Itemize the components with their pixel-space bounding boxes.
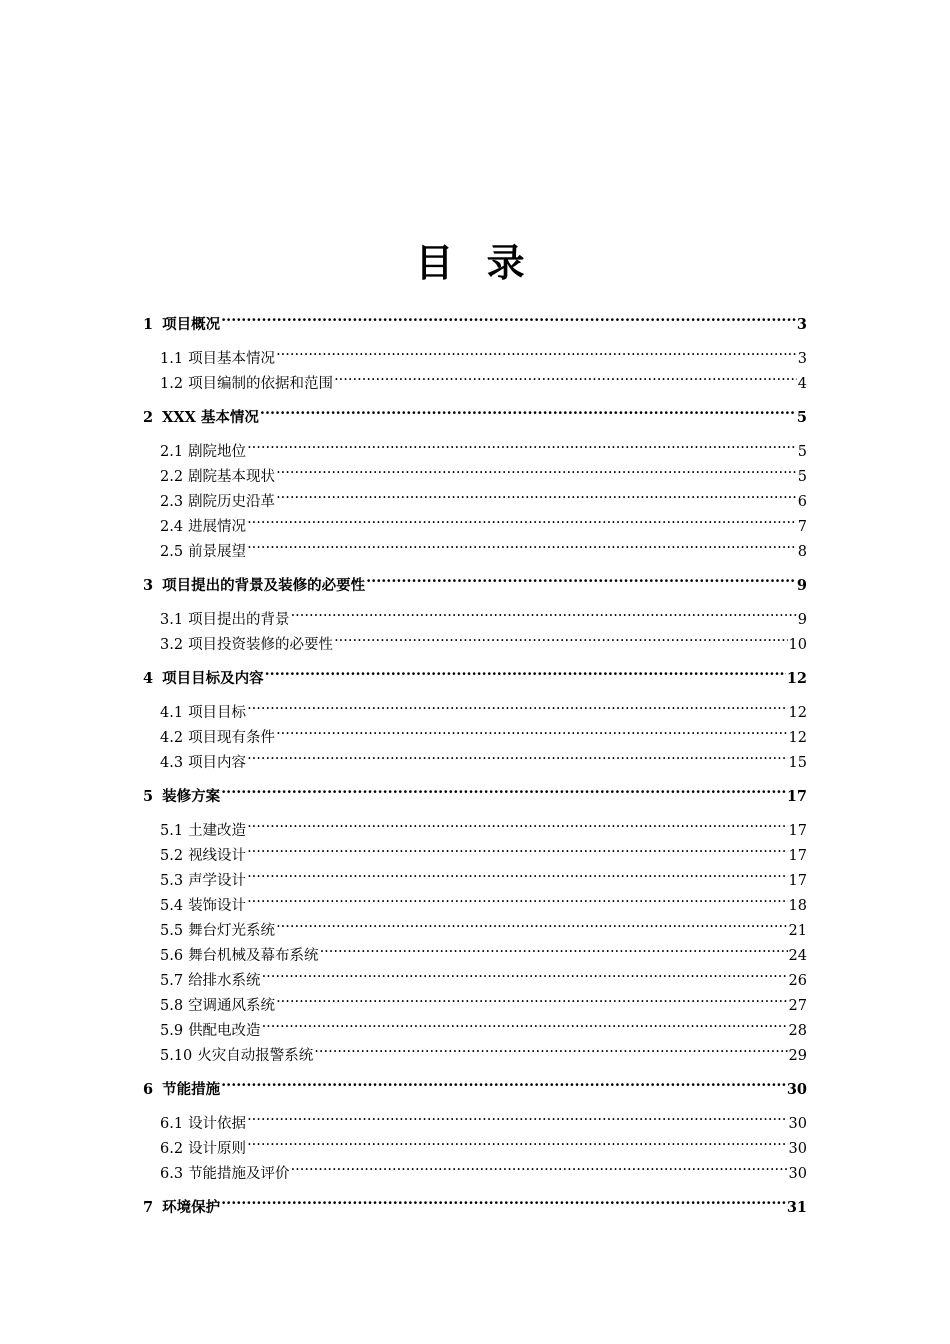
dot-leader [276, 717, 787, 742]
dot-leader [247, 1103, 787, 1128]
dot-leader [247, 531, 797, 556]
toc-entry-text: 舞台灯光系统 [188, 923, 276, 939]
toc-entry-number: 3.2 [160, 637, 184, 653]
toc-entry-text: 设计依据 [188, 1116, 247, 1132]
dot-leader [334, 624, 787, 649]
toc-entry-text: 项目编制的依据和范围 [188, 376, 334, 392]
toc-entry-label [160, 515, 246, 540]
toc-entry-number: 5.3 [160, 873, 184, 889]
toc-entry-label [143, 1195, 220, 1220]
toc-entry-number: 5 [143, 788, 154, 805]
toc-entry[interactable] [143, 565, 807, 594]
toc-entry-text: 舞台机械及幕布系统 [188, 948, 319, 964]
toc-page-number: 24 [788, 948, 807, 964]
toc-entry[interactable] [143, 1103, 807, 1132]
dot-leader [276, 985, 787, 1010]
toc-entry[interactable] [143, 776, 807, 805]
toc-entry-number: 4.1 [160, 705, 184, 721]
toc-entry-text: 前景展望 [188, 544, 247, 560]
toc-entry-text: 项目现有条件 [188, 730, 276, 746]
toc-page-number: 30 [788, 1141, 807, 1157]
toc-entry-number: 5.6 [160, 948, 184, 964]
toc-entry-text: 项目提出的背景及装修的必要性 [162, 577, 366, 594]
toc-entry-text: 剧院基本现状 [188, 469, 276, 485]
toc-entry[interactable] [143, 431, 807, 460]
dot-leader [247, 506, 797, 531]
toc-entry-label [143, 784, 220, 809]
dot-leader [262, 1010, 788, 1035]
toc-entry[interactable] [143, 810, 807, 839]
toc-entry-label [160, 869, 246, 894]
toc-entry-label [160, 1044, 313, 1069]
toc-entry-number: 1 [143, 316, 154, 333]
dot-leader [334, 363, 797, 388]
toc-entry-text: 项目提出的背景 [188, 612, 290, 628]
dot-leader [276, 481, 797, 506]
toc-entry-label [160, 844, 246, 869]
toc-entry-number: 5.1 [160, 823, 184, 839]
toc-entry[interactable] [143, 658, 807, 687]
toc-entry[interactable] [143, 397, 807, 426]
toc-page-number: 10 [788, 637, 807, 653]
dot-leader [221, 1187, 786, 1212]
toc-entry[interactable] [143, 304, 807, 333]
toc-entry-label [143, 312, 220, 337]
toc-entry[interactable] [143, 599, 807, 628]
dot-leader [247, 1128, 787, 1153]
toc-entry-text: 环境保护 [162, 1199, 221, 1216]
toc-entry-text: 项目概况 [162, 316, 221, 333]
toc-entry-text: 项目目标及内容 [162, 670, 264, 687]
toc-entry-text: 剧院历史沿革 [188, 494, 276, 510]
toc-entry-text: XXX 基本情况 [162, 409, 259, 426]
toc-entry-text: 火灾自动报警系统 [197, 1048, 314, 1064]
dot-leader [247, 860, 787, 885]
table-of-contents [143, 304, 807, 1216]
toc-page-number: 17 [788, 873, 807, 889]
toc-entry-text: 项目内容 [188, 755, 247, 771]
toc-page-number: 21 [788, 923, 807, 939]
dot-leader [221, 304, 796, 329]
toc-entry-text: 视线设计 [188, 848, 247, 864]
toc-entry-text: 土建改造 [188, 823, 247, 839]
toc-entry[interactable] [143, 1069, 807, 1098]
toc-page-number: 18 [788, 898, 807, 914]
dot-leader [247, 692, 787, 717]
toc-entry-label [160, 1162, 290, 1187]
toc-page-number: 12 [788, 730, 807, 746]
toc-page-number: 12 [788, 705, 807, 721]
toc-page-number: 17 [788, 823, 807, 839]
toc-entry-text: 项目基本情况 [188, 351, 276, 367]
toc-entry-number: 5.5 [160, 923, 184, 939]
toc-entry-label [160, 465, 275, 490]
toc-entry-number: 4.3 [160, 755, 184, 771]
toc-page-number: 5 [797, 469, 807, 485]
toc-page-number: 15 [788, 755, 807, 771]
toc-entry-label [160, 969, 261, 994]
toc-entry-label [143, 405, 259, 430]
toc-entry-text: 剧院地位 [188, 444, 247, 460]
dot-leader [221, 1069, 786, 1094]
toc-page-number: 30 [786, 1081, 807, 1098]
toc-entry-text: 装修方案 [162, 788, 221, 805]
toc-page-number: 8 [797, 544, 807, 560]
toc-entry-text: 项目目标 [188, 705, 247, 721]
toc-entry-label [160, 894, 246, 919]
toc-entry-label [160, 751, 246, 776]
toc-entry-label [160, 540, 246, 565]
toc-page-number: 3 [796, 316, 807, 333]
toc-entry-text: 给排水系统 [188, 973, 261, 989]
toc-page-number: 9 [797, 612, 807, 628]
toc-entry-text: 设计原则 [188, 1141, 247, 1157]
toc-page-number: 30 [788, 1116, 807, 1132]
dot-leader [247, 835, 787, 860]
toc-entry-number: 6.1 [160, 1116, 184, 1132]
dot-leader [314, 1035, 787, 1060]
toc-entry-number: 5.10 [160, 1048, 193, 1064]
toc-entry-number: 6.3 [160, 1166, 184, 1182]
dot-leader [366, 565, 796, 590]
toc-entry-label [160, 819, 246, 844]
toc-entry-number: 5.8 [160, 998, 184, 1014]
toc-entry-label [160, 1137, 246, 1162]
toc-entry-number: 4.2 [160, 730, 184, 746]
dot-leader [276, 338, 797, 363]
toc-entry-text: 项目投资装修的必要性 [188, 637, 334, 653]
toc-page-number: 3 [797, 351, 807, 367]
toc-entry-number: 2.1 [160, 444, 184, 460]
toc-entry-text: 声学设计 [188, 873, 247, 889]
toc-entry-number: 2.4 [160, 519, 184, 535]
dot-leader [247, 431, 797, 456]
toc-page-number: 17 [788, 848, 807, 864]
toc-entry-number: 5.4 [160, 898, 184, 914]
toc-entry-number: 2.5 [160, 544, 184, 560]
toc-entry-text: 节能措施及评价 [188, 1166, 290, 1182]
dot-leader [320, 935, 788, 960]
toc-entry[interactable] [143, 692, 807, 721]
toc-page-number: 5 [796, 409, 807, 426]
toc-title: 目 录 [415, 241, 535, 285]
toc-page-number: 9 [796, 577, 807, 594]
toc-entry-text: 供配电改造 [188, 1023, 261, 1039]
toc-entry-label [160, 347, 275, 372]
dot-leader [247, 742, 787, 767]
dot-leader [276, 910, 787, 935]
toc-entry-label [160, 994, 275, 1019]
toc-entry[interactable] [143, 338, 807, 367]
toc-entry-number: 2.3 [160, 494, 184, 510]
toc-page-number: 26 [788, 973, 807, 989]
toc-entry-number: 3.1 [160, 612, 184, 628]
dot-leader [291, 599, 797, 624]
toc-entry-text: 进展情况 [188, 519, 247, 535]
toc-entry-label [160, 633, 333, 658]
toc-entry-number: 1.2 [160, 376, 184, 392]
toc-page-number: 17 [786, 788, 807, 805]
dot-leader [247, 810, 787, 835]
toc-entry-label [160, 608, 290, 633]
toc-entry-label [160, 1112, 246, 1137]
toc-page-number: 6 [797, 494, 807, 510]
toc-entry-number: 2 [143, 409, 154, 426]
toc-entry-number: 5.7 [160, 973, 184, 989]
toc-page-number: 30 [788, 1166, 807, 1182]
toc-entry-number: 7 [143, 1199, 154, 1216]
dot-leader [247, 885, 787, 910]
toc-entry-text: 节能措施 [162, 1081, 221, 1098]
toc-page-number: 5 [797, 444, 807, 460]
toc-entry-text: 空调通风系统 [188, 998, 276, 1014]
toc-entry-label [160, 1019, 261, 1044]
dot-leader [262, 960, 788, 985]
toc-page-number: 12 [786, 670, 807, 687]
toc-entry-number: 5.2 [160, 848, 184, 864]
toc-entry-label [143, 573, 365, 598]
toc-entry-label [143, 1077, 220, 1102]
toc-entry-label [160, 919, 275, 944]
toc-entry-label [143, 666, 264, 691]
dot-leader [291, 1153, 788, 1178]
toc-entry-number: 2.2 [160, 469, 184, 485]
toc-entry-text: 装饰设计 [188, 898, 247, 914]
toc-entry-label [160, 440, 246, 465]
toc-page-number: 29 [788, 1048, 807, 1064]
toc-entry-label [160, 372, 333, 397]
toc-entry-number: 6.2 [160, 1141, 184, 1157]
toc-page-number: 4 [797, 376, 807, 392]
dot-leader [276, 456, 797, 481]
dot-leader [221, 776, 786, 801]
toc-page-number: 28 [788, 1023, 807, 1039]
toc-entry-number: 1.1 [160, 351, 184, 367]
dot-leader [260, 397, 796, 422]
toc-page-number: 7 [797, 519, 807, 535]
toc-entry-number: 6 [143, 1081, 154, 1098]
toc-entry-label [160, 701, 246, 726]
toc-entry[interactable] [143, 1187, 807, 1216]
toc-entry-number: 3 [143, 577, 154, 594]
dot-leader [265, 658, 786, 683]
toc-page-number: 27 [788, 998, 807, 1014]
toc-entry-number: 5.9 [160, 1023, 184, 1039]
toc-page-number: 31 [786, 1199, 807, 1216]
toc-entry-number: 4 [143, 670, 154, 687]
